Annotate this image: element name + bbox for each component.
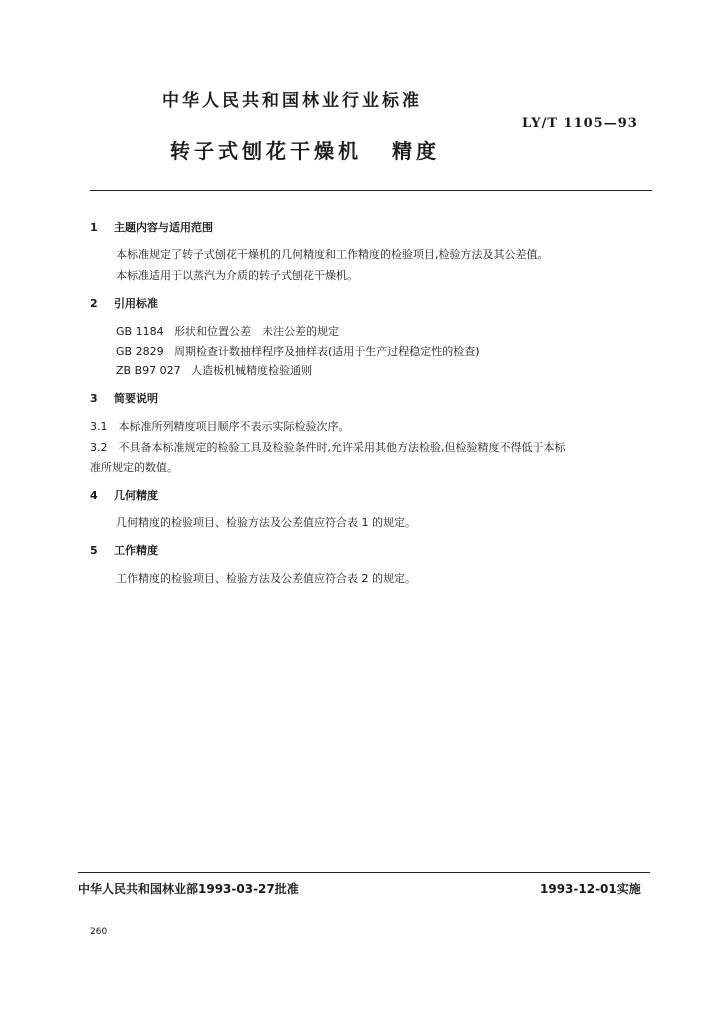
approval-date: 中华人民共和国林业部1993-03-27批准: [78, 882, 299, 896]
reference-item: GB 2829 周期检查计数抽样程序及抽样表(适用于生产过程稳定性的检查): [116, 345, 480, 358]
title-sub: 精度: [392, 139, 440, 163]
section-4-heading: 4 几何精度: [90, 489, 158, 502]
section-3-item-1: 3.1 本标准所列精度项目顺序不表示实际检验次序。: [90, 420, 350, 433]
document-title: [170, 135, 440, 164]
standard-code: LY/T 1105—93: [522, 116, 638, 131]
effective-date: 1993-12-01实施: [540, 882, 641, 896]
section-5-paragraph: 工作精度的检验项目、检验方法及公差值应符合表 2 的规定。: [116, 572, 416, 585]
section-1-paragraph-2: 本标准适用于以蒸汽为介质的转子式刨花干燥机。: [116, 269, 358, 282]
header-divider: [90, 190, 652, 191]
title-main: 转子式刨花干燥机: [170, 139, 362, 163]
reference-item: GB 1184 形状和位置公差 未注公差的规定: [116, 325, 339, 338]
section-3-heading: 3 简要说明: [90, 392, 158, 405]
section-5-heading: 5 工作精度: [90, 544, 158, 557]
standard-org-heading: 中华人民共和国林业行业标准: [162, 91, 422, 111]
section-1-paragraph-1: 本标准规定了转子式刨花干燥机的几何精度和工作精度的检验项目,检验方法及其公差值。: [116, 248, 549, 261]
section-2-heading: 2 引用标准: [90, 297, 158, 310]
section-1-heading: 1 主题内容与适用范围: [90, 221, 213, 234]
reference-item: ZB B97 027 人造板机械精度检验通则: [116, 364, 312, 377]
page-number: 260: [90, 927, 108, 937]
section-4-paragraph: 几何精度的检验项目、检验方法及公差值应符合表 1 的规定。: [116, 516, 416, 529]
section-3-item-2-line-2: 准所规定的数值。: [90, 461, 178, 474]
footer-divider: [78, 872, 650, 873]
section-3-item-2-line-1: 3.2 不具备本标准规定的检验工具及检验条件时,允许采用其他方法检验,但检验精度不得低于本标: [90, 441, 566, 454]
